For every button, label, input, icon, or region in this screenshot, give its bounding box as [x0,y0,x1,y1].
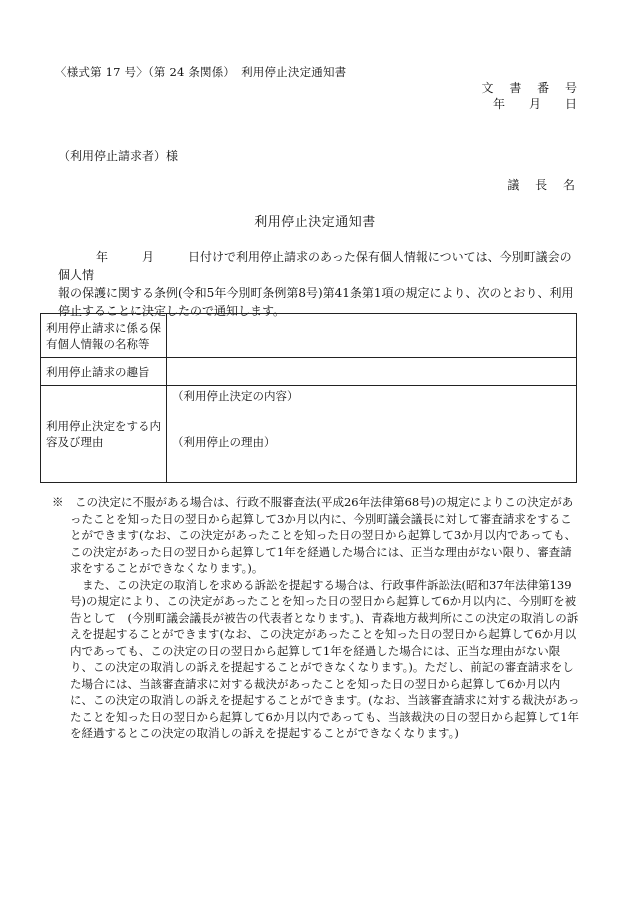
document-number: 文 書 番 号 [481,81,583,95]
date-placeholder: 年 月 日 [492,97,583,111]
note-appeal: ※ この決定に不服がある場合は、行政不服審査法(平成26年法律第68号)の規定によりこの決定があったことを知った日の翌日から起算して3か月以内に、今別町議会議長に対して審査請求をすることができます(なお、この決定があったことを知った日の翌日から起算して3か月以内であっても、この決定があった日の翌日から起算して1年を経過した場合には、正当な理由がない限り、審査請求をすることができなくなります。)。 [52,495,577,575]
table-row [41,314,577,358]
intro-line1: 日付けで利用停止請求のあった保有個人情報については、今別町議会の個人情 [58,250,572,282]
intro-paragraph [58,248,578,320]
header-right-block [481,80,583,112]
decision-table [40,313,577,483]
intro-month: 月 [142,250,155,264]
intro-year: 年 [96,250,109,264]
notes-block [52,494,582,742]
row3-sub-content: （利用停止決定の内容） [172,389,299,403]
table-row [41,358,577,386]
row2-value [167,358,577,386]
row2-label: 利用停止請求の趣旨 [41,358,167,386]
row3-value [167,386,577,483]
document-title: 利用停止決定通知書 [254,215,376,230]
table-row [41,386,577,483]
sender-name: 議 長 名 [507,178,581,192]
note-lawsuit: また、この決定の取消しを求める訴訟を提起する場合は、行政事件訴訟法(昭和37年法律第139号)の規定により、この決定があったことを知った日の翌日から起算して6か月以内に、今別町を被告として (今別町議会議長が被告の代表者となります。)、青森地方裁判所にこの決定の取消しの訴えを提起することができます(なお、この決定があったことを知った日の翌日から起算して6か月以内であっても、この決定の日の翌日から起算して1年を経過した場合には、正当な理由がない限り、この決定の取消しの訴えを提起することができなくなります。)。ただし、前記の審査請求をした場合には、当該審査請求に対する裁決があったことを知った日の翌日から起算して6か月以内に、この決定の取消しの訴えを提起することができます。(なお、当該審査請求に対する裁決があったことを知った日の翌日から起算して6か月以内であっても、当該裁決の日の翌日から起算して1年を経過するとこの決定の取消しの訴えを提起することができなくなります。) [70,577,580,740]
row3-label: 利用停止決定をする内容及び理由 [41,386,167,483]
row3-sub-reason: （利用停止の理由） [172,435,276,449]
addressee: （利用停止請求者）様 [58,149,179,163]
form-identifier: 〈様式第 17 号〉（第 24 条関係） 利用停止決定通知書 [55,65,347,79]
intro-rest: 報の保護に関する条例(令和5年今別町条例第8号)第41条第1項の規定により、次のとおり、利用停止することに決定したので通知します。 [58,286,574,318]
row1-value [167,314,577,358]
row1-label: 利用停止請求に係る保有個人情報の名称等 [41,314,167,358]
